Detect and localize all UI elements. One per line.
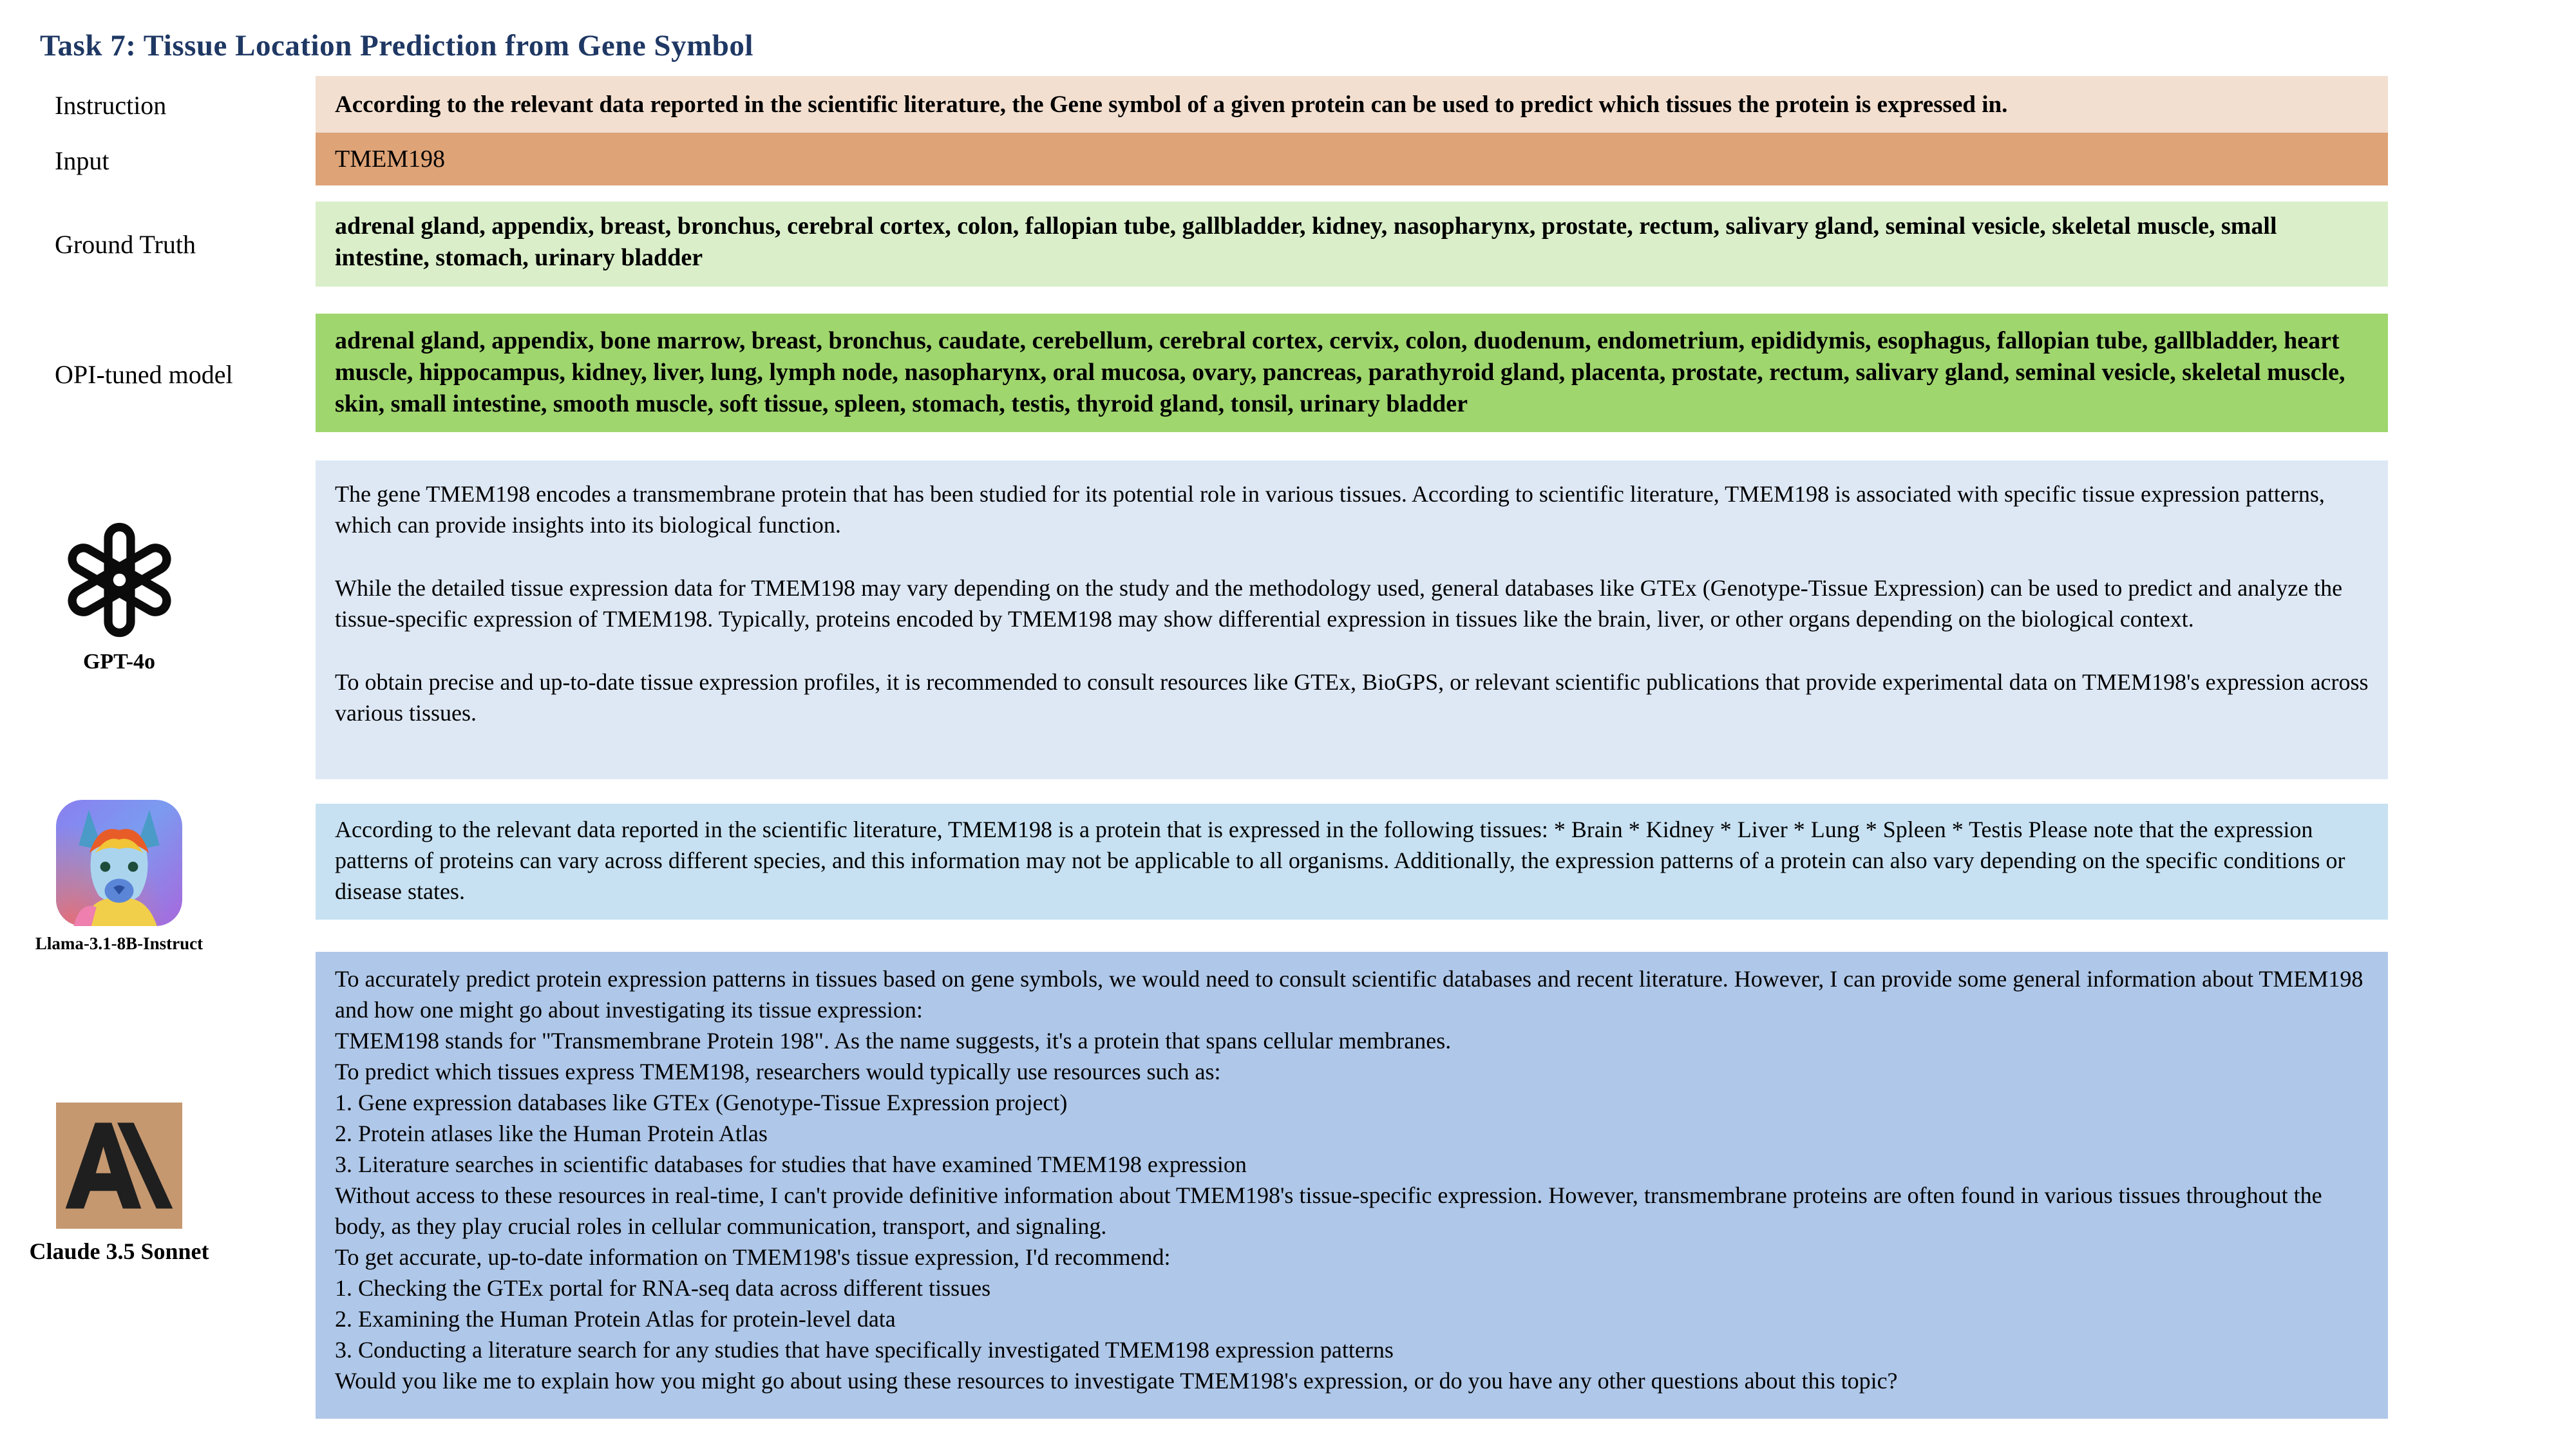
row-label-opi-tuned-model: OPI-tuned model	[55, 360, 233, 389]
opi-tuned-model-text: adrenal gland, appendix, bone marrow, breast, bronchus, caudate, cerebellum, cerebral cortex, cervix, colon, duodenum, endometrium, epididymis, esophagus, fallopian tube, gallbladder, heart muscle, hippocampus, kidney, liver, lung, lymph node, nasopharynx, oral mucosa, ovary, pancreas, parathyroid gland, placenta, prostate, rectum, salivary gland, seminal vesicle, skeletal muscle, skin, small intestine, smooth muscle, soft tissue, spleen, stomach, testis, thyroid gland, tonsil, urinary bladder	[335, 327, 2345, 417]
claude-response-line: 1. Checking the GTEx portal for RNA-seq data across different tissues	[335, 1275, 991, 1301]
claude-response-line: 1. Gene expression databases like GTEx (Genotype-Tissue Expression project)	[335, 1090, 1068, 1115]
page-title: Task 7: Tissue Location Prediction from Gene Symbol	[40, 29, 753, 62]
llama-model-block	[19, 800, 219, 954]
claude-response-line: 3. Conducting a literature search for any studies that have specifically investigated TMEM198 expression patterns	[335, 1337, 1394, 1363]
llama-avatar-icon	[56, 800, 182, 926]
ground-truth-text: adrenal gland, appendix, breast, bronchus, cerebral cortex, colon, fallopian tube, gallbladder, kidney, nasopharynx, prostate, rectum, salivary gland, seminal vesicle, skeletal muscle, small intestine, stomach, urinary bladder	[335, 213, 2277, 271]
row-label-ground-truth: Ground Truth	[55, 230, 196, 259]
claude-response-line: 2. Protein atlases like the Human Protein Atlas	[335, 1121, 768, 1146]
gpt4o-model-block	[19, 514, 219, 674]
claude-model-label: Claude 3.5 Sonnet	[29, 1238, 209, 1264]
openai-logo-icon	[53, 514, 185, 646]
anthropic-logo-icon	[56, 1103, 182, 1229]
claude-response-line: Without access to these resources in real-time, I can't provide definitive information about TMEM198's tissue-specific expression. However, transmembrane proteins are often found in various tissues throughout the body, as they play crucial roles in cellular communication, transport, and signaling.	[335, 1182, 2322, 1239]
claude-response-line: To predict which tissues express TMEM198, researchers would typically use resources such as:	[335, 1059, 1221, 1084]
ground-truth-box	[316, 202, 2388, 287]
instruction-box	[316, 76, 2388, 133]
gpt4o-paragraph: To obtain precise and up-to-date tissue expression profiles, it is recommended to consult resources like GTEx, BioGPS, or relevant scientific publications that provide experimental data on TMEM198's expression across various tissues.	[335, 669, 2369, 726]
llama-response-text: According to the relevant data reported in the scientific literature, TMEM198 is a protein that is expressed in the following tissues: * Brain * Kidney * Liver * Lung * Spleen * Testis Please note that the expression patterns of proteins can vary across different species, and this information may not be applicable to all organisms. Additionally, the expression patterns of a protein can also vary depending on the specific conditions or disease states.	[335, 817, 2345, 904]
llama-model-label: Llama-3.1-8B-Instruct	[35, 934, 204, 953]
opi-tuned-model-box	[316, 314, 2388, 432]
claude-response-line: TMEM198 stands for "Transmembrane Protein 198". As the name suggests, it's a protein that spans cellular membranes.	[335, 1028, 1452, 1054]
row-label-input: Input	[55, 146, 109, 175]
claude-response-line: Would you like me to explain how you might go about using these resources to investigate TMEM198's expression, or do you have any other questions about this topic?	[335, 1368, 1898, 1394]
gpt4o-paragraph: While the detailed tissue expression data for TMEM198 may vary depending on the study and the methodology used, general databases like GTEx (Genotype-Tissue Expression) can be used to predict and analyze the tissue-specific expression of TMEM198. Typically, proteins encoded by TMEM198 may show differential expression in tissues like the brain, liver, or other organs depending on the biological context.	[335, 575, 2343, 632]
gpt4o-model-label: GPT-4o	[82, 650, 156, 674]
claude-response-line: 3. Literature searches in scientific databases for studies that have examined TMEM198 expression	[335, 1151, 1247, 1177]
claude-response-line: 2. Examining the Human Protein Atlas for protein-level data	[335, 1306, 896, 1332]
row-label-instruction: Instruction	[55, 91, 167, 120]
claude-response-box	[316, 952, 2388, 1419]
input-value: TMEM198	[335, 146, 445, 173]
input-box	[316, 133, 2388, 185]
llama-response-box	[316, 804, 2388, 920]
claude-response-line: To accurately predict protein expression patterns in tissues based on gene symbols, we would need to consult scientific databases and recent literature. However, I can provide some general information about TMEM198 and how one might go about investigating its tissue expression:	[335, 966, 2363, 1023]
claude-response-line: To get accurate, up-to-date information on TMEM198's tissue expression, I'd recommend:	[335, 1244, 1171, 1270]
gpt4o-response-box	[316, 460, 2388, 779]
instruction-text: According to the relevant data reported in the scientific literature, the Gene symbol of a given protein can be used to predict which tissues the protein is expressed in.	[335, 91, 2008, 118]
claude-model-block	[19, 1103, 219, 1265]
gpt4o-paragraph: The gene TMEM198 encodes a transmembrane protein that has been studied for its potential role in various tissues. According to scientific literature, TMEM198 is associated with specific tissue expression patterns, which can provide insights into its biological function.	[335, 481, 2325, 538]
